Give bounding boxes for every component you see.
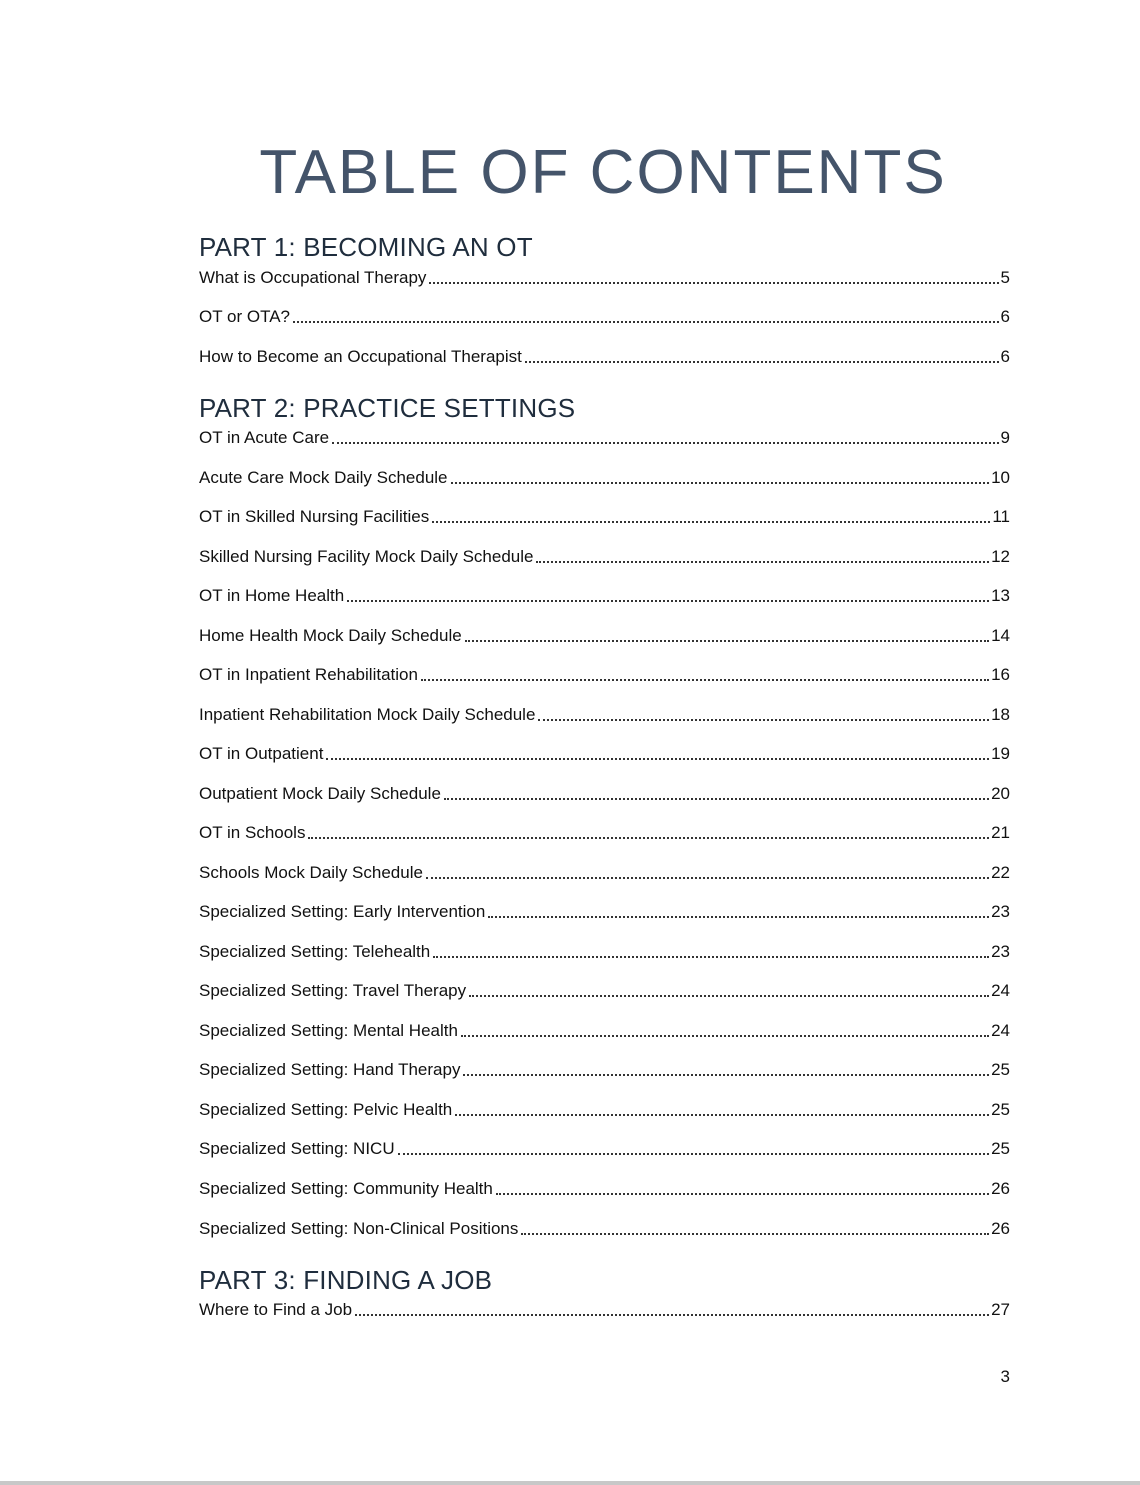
dot-leader (444, 797, 989, 800)
toc-entry-page: 24 (991, 981, 1010, 1000)
dot-leader (429, 281, 998, 284)
toc-entry-page: 22 (991, 863, 1010, 882)
toc-entry-page: 16 (991, 665, 1010, 684)
toc-entry-page: 26 (991, 1219, 1010, 1238)
toc-entry-page: 12 (991, 547, 1010, 566)
toc-entry-page: 9 (1000, 428, 1010, 447)
toc-entry-label: Specialized Setting: Hand Therapy (199, 1060, 461, 1079)
toc-entry-label: Outpatient Mock Daily Schedule (199, 784, 441, 803)
toc-entry-label: Specialized Setting: Pelvic Health (199, 1100, 453, 1119)
dot-leader (326, 757, 989, 760)
toc-entry-page: 19 (991, 744, 1010, 763)
dot-leader (308, 836, 989, 839)
toc-entry[interactable] (199, 860, 1010, 884)
dot-leader (432, 520, 990, 523)
toc-entry[interactable] (199, 939, 1010, 963)
toc-entry[interactable] (199, 702, 1010, 726)
toc-entry-label: How to Become an Occupational Therapist (199, 347, 522, 366)
toc-entry-label: Home Health Mock Daily Schedule (199, 626, 462, 645)
toc-entry-label: OT in Home Health (199, 586, 345, 605)
toc-entry-label: What is Occupational Therapy (199, 268, 427, 287)
toc-entry-label: OT in Schools (199, 823, 306, 842)
section-heading-part-1: PART 1: BECOMING AN OT (199, 232, 533, 262)
dot-leader (426, 876, 989, 879)
toc-entry-label: OT in Inpatient Rehabilitation (199, 665, 418, 684)
dot-leader (332, 441, 998, 444)
toc-entry-label: OT in Skilled Nursing Facilities (199, 507, 430, 526)
page-title: TABLE OF CONTENTS (259, 138, 947, 207)
toc-entry-label: Specialized Setting: Telehealth (199, 942, 431, 961)
dot-leader (496, 1192, 989, 1195)
toc-entry-label: Specialized Setting: Mental Health (199, 1021, 458, 1040)
page-number: 3 (1000, 1367, 1010, 1386)
toc-entry-page: 23 (991, 902, 1010, 921)
toc-entry[interactable] (199, 465, 1010, 489)
toc-entry-label: Skilled Nursing Facility Mock Daily Schedule (199, 547, 534, 566)
toc-entry-page: 25 (991, 1100, 1010, 1119)
toc-entry-page: 20 (991, 784, 1010, 803)
toc-entry[interactable] (199, 1057, 1010, 1081)
toc-entry[interactable] (199, 781, 1010, 805)
toc-entry[interactable] (199, 1097, 1010, 1121)
toc-entry-page: 24 (991, 1021, 1010, 1040)
toc-entry-label: Specialized Setting: NICU (199, 1139, 395, 1158)
toc-entry-page: 25 (991, 1139, 1010, 1158)
toc-entry-label: OT in Acute Care (199, 428, 330, 447)
dot-leader (488, 915, 989, 918)
dot-leader (521, 1232, 989, 1235)
dot-leader (455, 1113, 989, 1116)
dot-leader (347, 599, 989, 602)
toc-entry-page: 11 (992, 507, 1010, 526)
toc-entry-page: 21 (991, 823, 1010, 842)
toc-entry[interactable] (199, 662, 1010, 686)
toc-entry-label: Specialized Setting: Non-Clinical Positions (199, 1219, 519, 1238)
dot-leader (536, 560, 989, 563)
toc-entry-page: 25 (991, 1060, 1010, 1079)
toc-entry[interactable] (199, 344, 1010, 368)
section-heading-part-3: PART 3: FINDING A JOB (199, 1265, 493, 1295)
dot-leader (355, 1313, 989, 1316)
dot-leader (451, 481, 990, 484)
toc-entry-label: OT or OTA? (199, 307, 291, 326)
toc-entry[interactable] (199, 265, 1010, 289)
dot-leader (421, 678, 989, 681)
toc-entry[interactable] (199, 1136, 1010, 1160)
dot-leader (465, 639, 989, 642)
toc-entry-label: Acute Care Mock Daily Schedule (199, 468, 448, 487)
toc-entry-label: OT in Outpatient (199, 744, 324, 763)
toc-entry[interactable] (199, 1018, 1010, 1042)
toc-entry[interactable] (199, 741, 1010, 765)
toc-entry[interactable] (199, 1216, 1010, 1240)
toc-entry[interactable] (199, 583, 1010, 607)
dot-leader (433, 955, 989, 958)
toc-entry[interactable] (199, 504, 1010, 528)
dot-leader (293, 320, 999, 323)
dot-leader (525, 360, 999, 363)
toc-entry-page: 23 (991, 942, 1010, 961)
toc-entry[interactable] (199, 1176, 1010, 1200)
dot-leader (469, 994, 989, 997)
dot-leader (398, 1152, 989, 1155)
toc-entry-label: Specialized Setting: Community Health (199, 1179, 493, 1198)
dot-leader (538, 718, 989, 721)
toc-entry[interactable] (199, 304, 1010, 328)
toc-entry-page: 13 (991, 586, 1010, 605)
toc-entry-label: Specialized Setting: Travel Therapy (199, 981, 467, 1000)
toc-entry[interactable] (199, 544, 1010, 568)
toc-entry-page: 5 (1000, 268, 1010, 287)
toc-entry-page: 10 (991, 468, 1010, 487)
toc-entry-page: 6 (1000, 347, 1010, 366)
toc-entry-label: Specialized Setting: Early Intervention (199, 902, 486, 921)
bottom-page-edge (0, 1481, 1140, 1485)
dot-leader (463, 1073, 989, 1076)
toc-entry-page: 26 (991, 1179, 1010, 1198)
section-heading-part-2: PART 2: PRACTICE SETTINGS (199, 393, 576, 423)
toc-entry-label: Schools Mock Daily Schedule (199, 863, 423, 882)
toc-entry[interactable] (199, 978, 1010, 1002)
toc-entry[interactable] (199, 623, 1010, 647)
toc-entry-label: Where to Find a Job (199, 1300, 353, 1319)
toc-entry-page: 14 (991, 626, 1010, 645)
toc-entry-page: 27 (991, 1300, 1010, 1319)
toc-entry[interactable] (199, 425, 1010, 449)
toc-entry[interactable] (199, 1297, 1010, 1321)
toc-entry-page: 6 (1000, 307, 1010, 326)
toc-entry-page: 18 (991, 705, 1010, 724)
toc-entry[interactable] (199, 820, 1010, 844)
toc-entry-label: Inpatient Rehabilitation Mock Daily Schedule (199, 705, 536, 724)
toc-entry[interactable] (199, 899, 1010, 923)
dot-leader (461, 1034, 989, 1037)
